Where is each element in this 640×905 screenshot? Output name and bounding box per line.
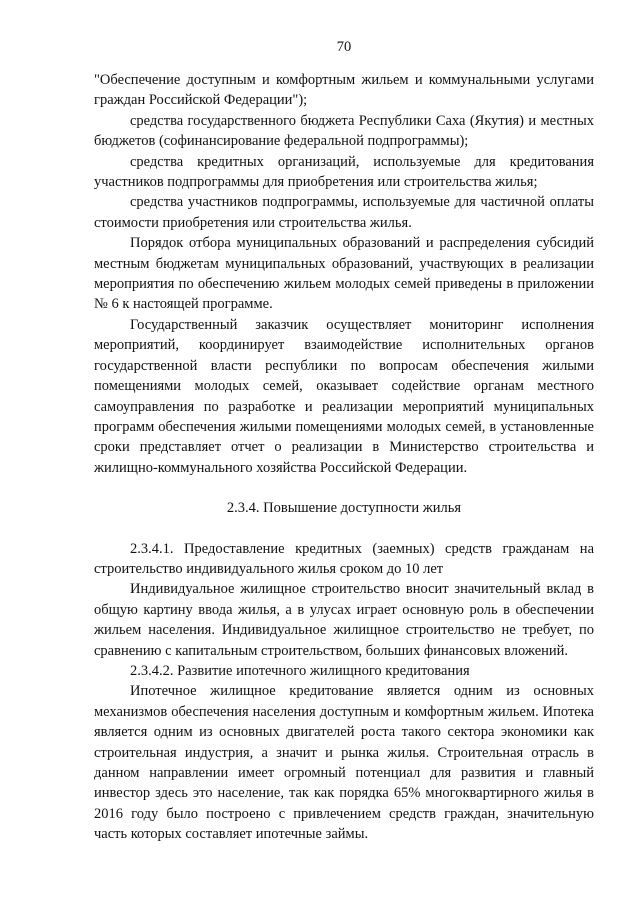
paragraph-state-customer: Государственный заказчик осуществляет мониторинг исполнения мероприятий, координирует взаимодействие исполнительных органов государственной власти республики по вопросам обеспечения жилыми помещениями молодых семей, оказывает содействие органам местного самоуправления по разработке и реализации мероприятий муниципальных программ обеспечения жилыми помещениями молодых семей, в установленные сроки представляет отчет о реализации в Министерство строительства и жилищно-коммунального хозяйства Российской Федерации. [94,316,594,476]
document-page [94,38,594,845]
paragraph-participant-funds: средства участников подпрограммы, используемые для частичной оплаты стоимости приобретения или строительства жилья. [94,194,594,231]
section-heading: 2.3.4. Повышение доступности жилья [226,500,462,517]
document-body [94,70,594,845]
paragraph-selection-procedure: Порядок отбора муниципальных образований и распределения субсидий местным бюджетам муниципальных образований, участвующих в реализации мероприятия по обеспечению жильем молодых семей приведены в приложении № 6 к настоящей программе. [94,235,594,313]
paragraph-mortgage-lending: Ипотечное жилищное кредитование является одним из основных механизмов обеспечения населения доступным и комфортным жильем. Ипотека является одним из основных двигателей роста такого сектора экономики как строительная индустрия, а значит и рынка жилья. Строительная отрасль в данном направлении имеет огромный потенциал для развития и главный инвестор здесь это население, так как порядка 65% многоквартирного жилья в 2016 году было построено с привлечением средств граждан, значительную часть которых составляет ипотечные займы. [94,683,594,843]
subsection-2-3-4-1-title: 2.3.4.1. Предоставление кредитных (заемных) средств гражданам на строительство индивидуального жилья сроком до 10 лет [94,540,594,577]
paragraph-credit-organizations: средства кредитных организаций, используемые для кредитования участников подпрограммы для приобретения или строительства жилья; [94,153,594,191]
paragraph-individual-housing: Индивидуальное жилищное строительство вносит значительный вклад в общую картину ввода жилья, а в улусах играет основную роль в обеспечении жильем населения. Индивидуальное жилищное строительство не требует, по сравнению с капитальным строительством, больших финансовых вложений. [94,581,594,659]
paragraph-funding-program: "Обеспечение доступным и комфортным жильем и коммунальными услугами граждан Российской Федерации"); [94,72,594,109]
subsection-2-3-4-2-title: 2.3.4.2. Развитие ипотечного жилищного кредитования [130,662,470,679]
page-number: 70 [336,39,352,55]
paragraph-state-budget: средства государственного бюджета Республики Саха (Якутия) и местных бюджетов (софинансирование федеральной подпрограммы); [94,112,594,150]
